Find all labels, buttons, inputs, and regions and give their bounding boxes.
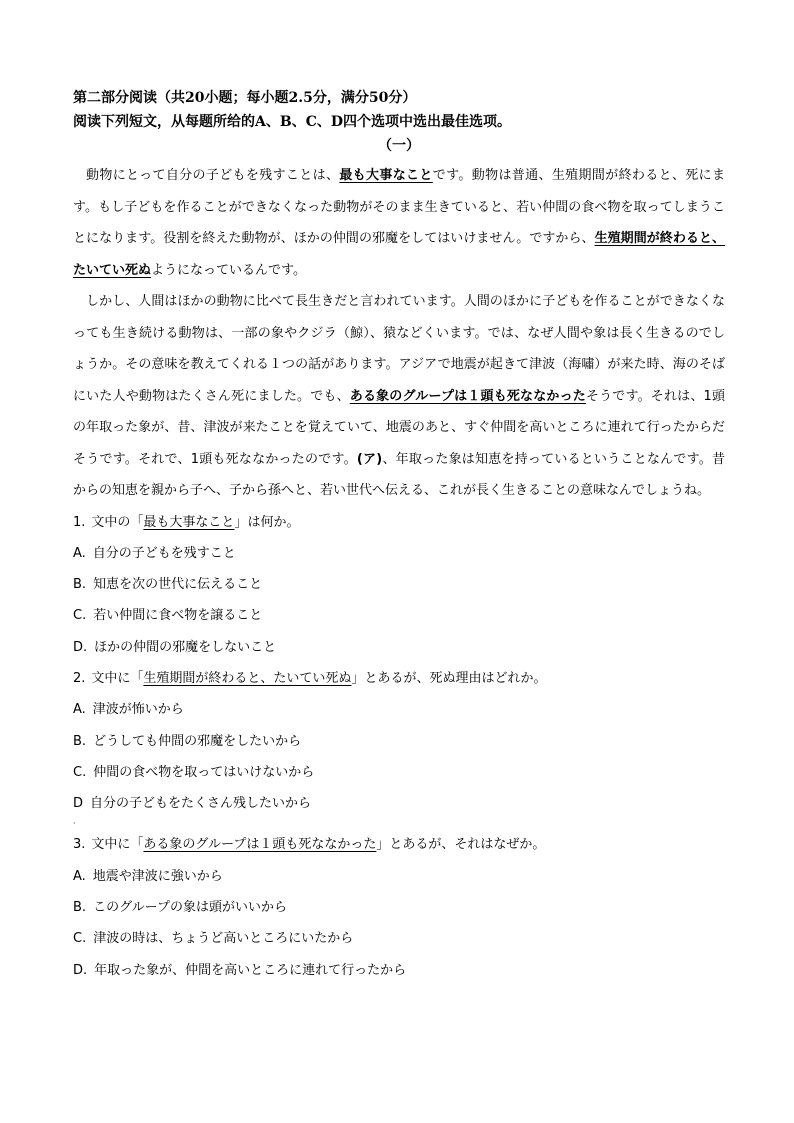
- option-letter: C.: [73, 931, 87, 947]
- option-letter: B.: [73, 900, 87, 916]
- option-d[interactable]: [73, 788, 725, 819]
- option-letter: A.: [73, 702, 86, 718]
- stray-mark: ·: [73, 819, 76, 829]
- quoted-phrase: ある象のグループは１頭も死ななかった: [143, 837, 377, 853]
- exam-page: [73, 86, 725, 986]
- option-text: どうしても仲間の邪魔をしたいから: [93, 733, 302, 749]
- option-text: 年取った象が、仲間を高いところに連れて行ったから: [94, 962, 407, 978]
- passage-text: しかし、人間はほかの動物に比べて長生きだと言われています。人間のほかに子どもを作ることができなくなっても生き続ける動物は、一部の象やクジラ（鯨）、猿などくいます。では、なぜ人間や象は長く生きるのでしょうか。その意味を教えてくれる１つの話があります。アジアで地震が起きて津波（海嘯）が来た時、海のそばにいた人や動物はたくさん死にました。でも、: [73, 294, 725, 404]
- question-number: 2.: [73, 670, 86, 686]
- option-d[interactable]: [73, 632, 725, 663]
- stem-text: 文中の「: [91, 514, 144, 530]
- question-2: [73, 663, 725, 829]
- option-letter: C.: [73, 608, 87, 624]
- option-text: 津波が怖いから: [92, 702, 184, 718]
- quoted-phrase: 最も大事なこと: [143, 514, 235, 530]
- option-letter: B.: [73, 733, 87, 749]
- stem-text: 文中に「: [91, 837, 144, 853]
- option-letter: D: [73, 796, 84, 812]
- option-letter: D.: [73, 962, 88, 978]
- option-c[interactable]: [73, 757, 725, 788]
- passage-text: そうです。それは、1頭の年取った象が、昔、津波が来たことを覚えていて、地震のあと、すぐ仲間を高いところに連れて行ったからだそうです。それで、1頭も死ななかったのです。: [73, 388, 725, 467]
- underlined-phrase: 最も大事なこと: [339, 168, 433, 183]
- passage-text: です。動物は普通、生殖期間が終わると、死にます。もし子どもを作ることができなくなった動物がそのまま生きていると、若い仲間の食べ物を取ってしまうことになります。役割を終えた動物が、ほかの仲間の邪魔をしてはいけません。ですから、: [73, 168, 725, 246]
- underlined-phrase: ある象のグループは１頭も死ななかった: [349, 388, 586, 404]
- option-text: このグループの象は頭がいいから: [93, 900, 288, 916]
- option-b[interactable]: [73, 726, 725, 757]
- passage-text: 動物にとって自分の子どもを残すことは、: [86, 168, 340, 183]
- option-a[interactable]: [73, 694, 725, 725]
- question-stem: [73, 829, 725, 860]
- option-text: 自分の子どもをたくさん残したいから: [90, 796, 312, 812]
- option-text: 知恵を次の世代に伝えること: [93, 577, 263, 593]
- stem-text: 」とあるが、死ぬ理由はどれか。: [351, 670, 547, 686]
- question-stem: [73, 663, 725, 694]
- option-letter: B.: [73, 577, 87, 593]
- passage-paragraph-1: [73, 160, 725, 286]
- option-text: ほかの仲間の邪魔をしないこと: [94, 639, 277, 655]
- option-text: 仲間の食べ物を取ってはいけないから: [93, 764, 315, 780]
- stem-text: 」とあるが、それはなぜか。: [376, 837, 546, 853]
- passage-label: （一）: [378, 138, 420, 154]
- quoted-phrase: 生殖期間が終わると、たいてい死ぬ: [143, 670, 352, 686]
- option-letter: A.: [73, 545, 86, 561]
- question-3: [73, 829, 725, 985]
- passage-paragraph-2: [73, 286, 725, 507]
- option-a[interactable]: [73, 538, 725, 569]
- option-text: 若い仲間に食べ物を譲ること: [93, 608, 263, 624]
- blank-marker: (ア): [356, 451, 383, 467]
- option-d[interactable]: [73, 955, 725, 986]
- stem-text: 」は何か。: [234, 514, 300, 530]
- question-number: 3.: [73, 837, 86, 853]
- instructions: 阅读下列短文，从每题所给的A、B、C、D四个选项中选出最佳选项。: [73, 114, 511, 130]
- option-c[interactable]: [73, 923, 725, 954]
- question-number: 1.: [73, 514, 86, 530]
- question-stem: [73, 507, 725, 538]
- option-b[interactable]: [73, 569, 725, 600]
- passage-text: ようになっているんです。: [151, 262, 306, 278]
- option-b[interactable]: [73, 892, 725, 923]
- option-text: 津波の時は、ちょうど高いところにいたから: [93, 931, 354, 947]
- option-text: 地震や津波に強いから: [92, 868, 223, 884]
- option-c[interactable]: [73, 600, 725, 631]
- passage-text: 、年取った象は知恵を持っているということなんです。昔からの知恵を親から子へ、子から孫へと、若い世代へ伝える、これが長く生きることの意味なんでしょうね。: [73, 451, 726, 498]
- underlined-phrase: 生殖期間が終わると、たいてい死ぬ: [73, 231, 725, 278]
- option-letter: A.: [73, 868, 86, 884]
- stem-text: 文中に「: [91, 670, 144, 686]
- option-letter: C.: [73, 764, 87, 780]
- option-text: 自分の子どもを残すこと: [92, 545, 236, 561]
- option-a[interactable]: [73, 861, 725, 892]
- section-title: 第二部分阅读（共20小题；每小题2.5分，满分50分）: [73, 90, 417, 106]
- question-1: [73, 507, 725, 663]
- option-letter: D.: [73, 639, 88, 655]
